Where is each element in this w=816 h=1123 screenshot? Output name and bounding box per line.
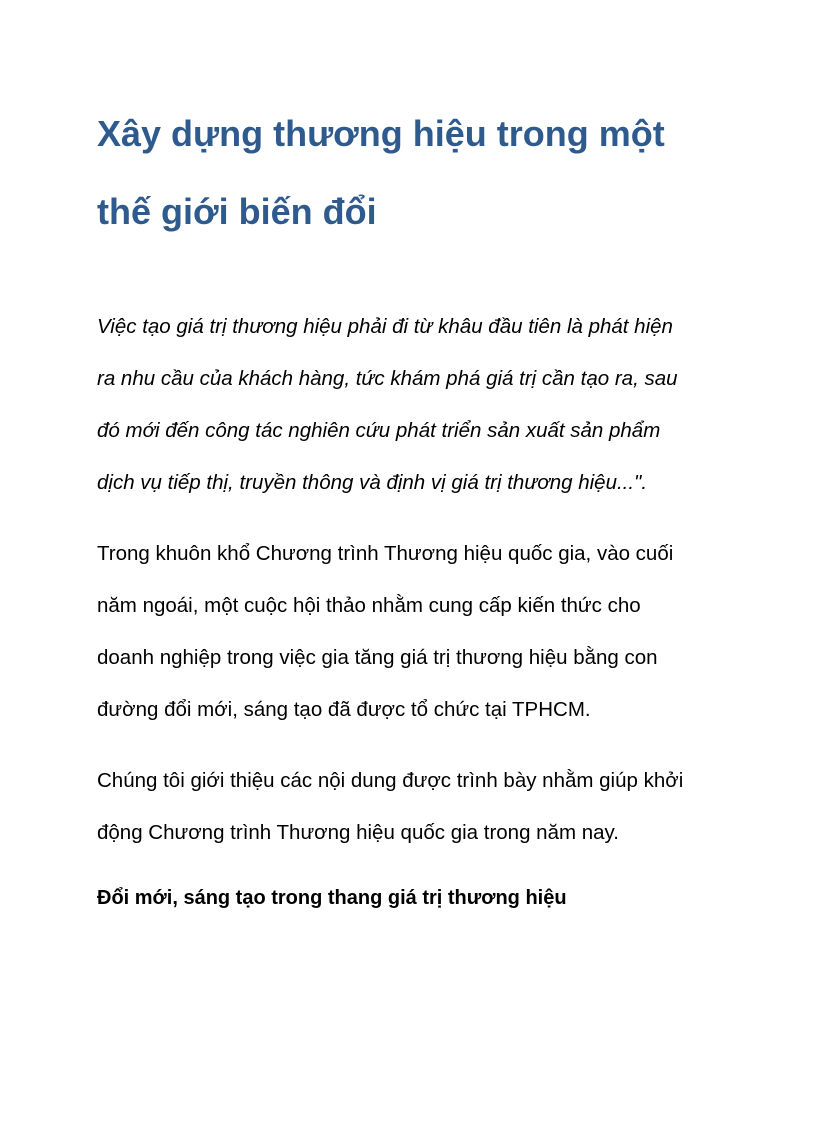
paragraph1-line-1: Trong khuôn khổ Chương trình Thương hiệu quốc gia, vào cuối <box>97 542 674 565</box>
article-title <box>97 95 737 251</box>
lead-line-1: Việc tạo giá trị thương hiệu phải đi từ khâu đầu tiên là phát hiện <box>97 315 673 338</box>
title-line-2: thế giới biến đổi <box>97 191 377 232</box>
title-line-1: Xây dựng thương hiệu trong một <box>97 113 665 154</box>
paragraph1-line-3: doanh nghiệp trong việc gia tăng giá trị thương hiệu bằng con <box>97 646 658 669</box>
body-paragraph-2 <box>97 755 737 859</box>
lead-line-2: ra nhu cầu của khách hàng, tức khám phá giá trị cần tạo ra, sau <box>97 367 678 390</box>
paragraph1-line-4: đường đổi mới, sáng tạo đã được tổ chức tại TPHCM. <box>97 698 591 721</box>
paragraph2-line-2: động Chương trình Thương hiệu quốc gia trong năm nay. <box>97 821 619 844</box>
lead-paragraph <box>97 301 737 509</box>
paragraph2-line-1: Chúng tôi giới thiệu các nội dung được trình bày nhằm giúp khởi <box>97 769 684 792</box>
lead-line-3: đó mới đến công tác nghiên cứu phát triển sản xuất sản phẩm <box>97 419 661 442</box>
body-paragraph-1 <box>97 528 737 736</box>
paragraph1-line-2: năm ngoái, một cuộc hội thảo nhằm cung cấp kiến thức cho <box>97 594 641 617</box>
section-subheading: Đổi mới, sáng tạo trong thang giá trị thương hiệu <box>97 887 567 909</box>
lead-line-4: dịch vụ tiếp thị, truyền thông và định vị giá trị thương hiệu...". <box>97 471 648 494</box>
